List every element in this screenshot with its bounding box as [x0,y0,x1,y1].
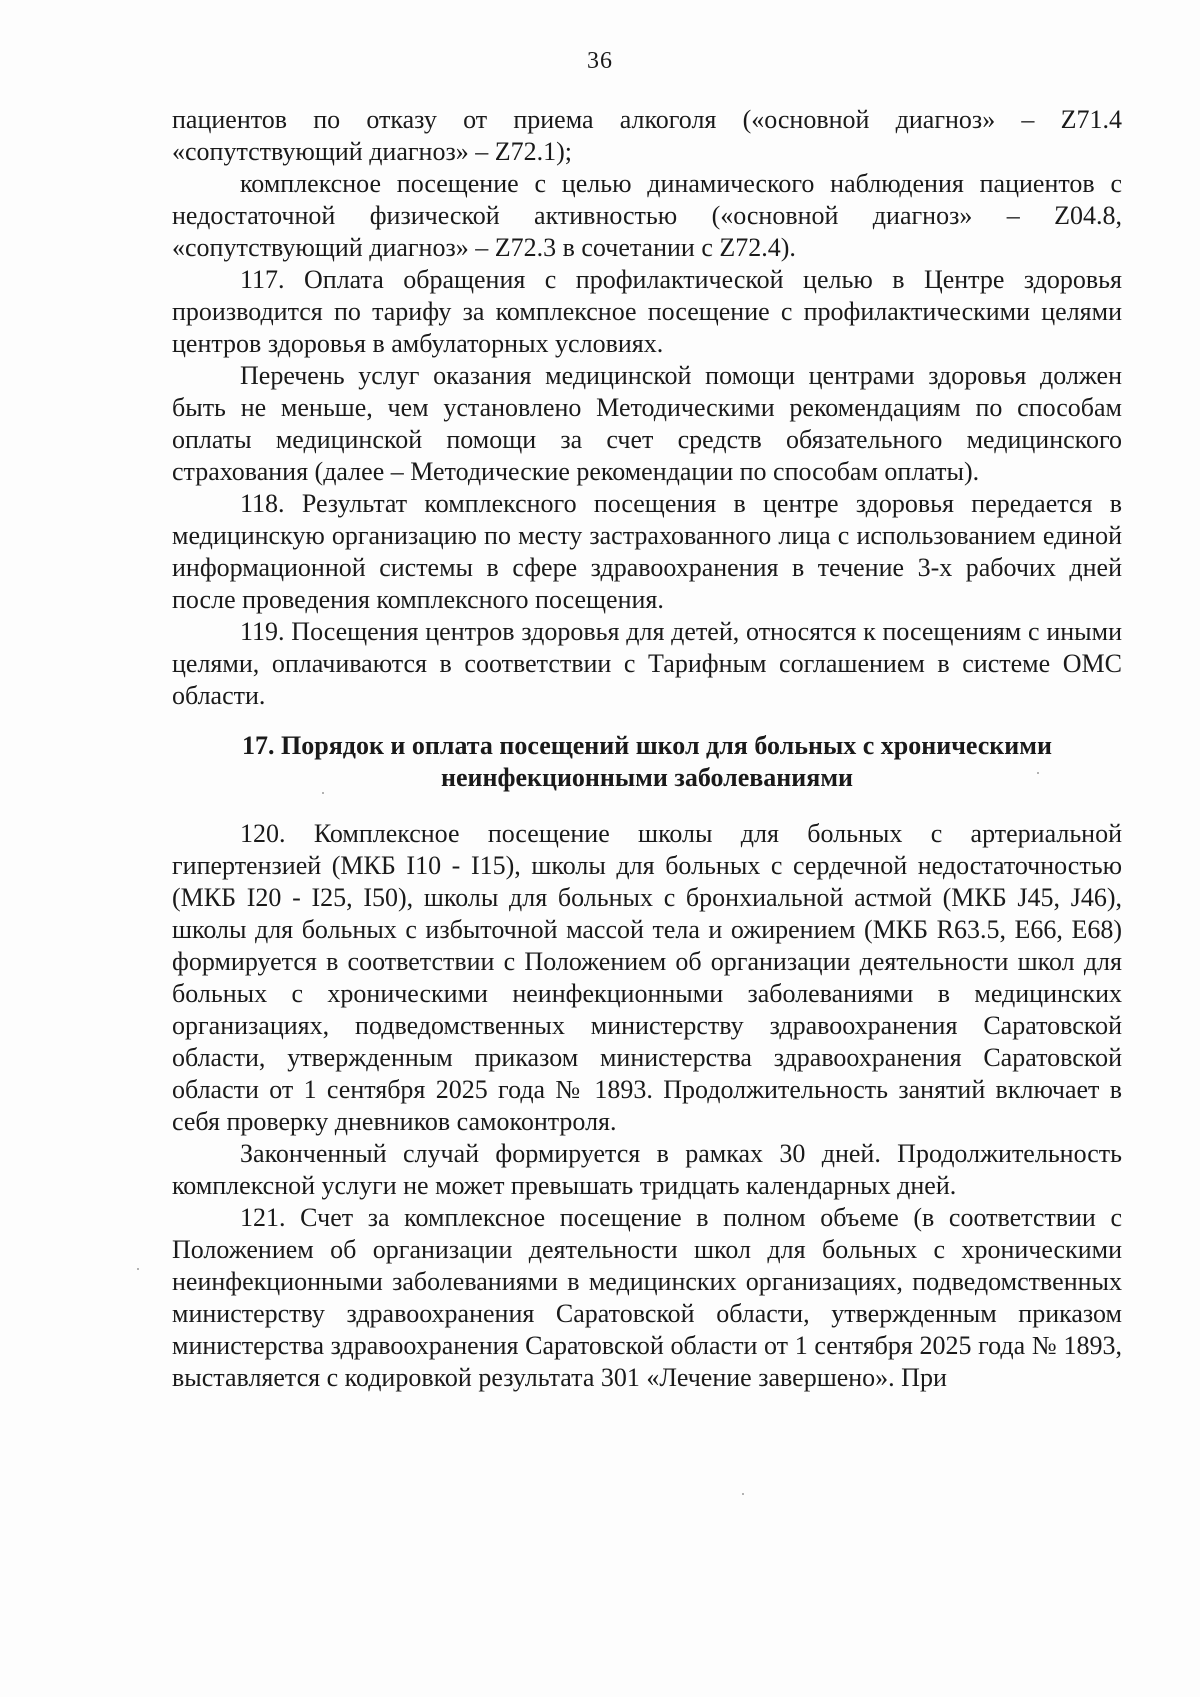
paragraph-121: 121. Счет за комплексное посещение в полном объеме (в соответствии с Положением об организации деятельности школ для больных с хроническими неинфекционными заболеваниями в медицинских организациях, подведомственных министерству здравоохранения Саратовской области, утвержденным приказом министерства здравоохранения Саратовской области от 1 сентября 2025 года № 1893, выставляется с кодировкой результата 301 «Лечение завершено». При [172,1203,1122,1392]
scan-artifact-speck [742,1493,744,1495]
paragraph-120-completed-case: Законченный случай формируется в рамках 30 дней. Продолжительность комплексной услуги не может превышать тридцать календарных дней. [172,1139,1122,1200]
scan-artifact-speck [1037,772,1039,774]
paragraph-117: 117. Оплата обращения с профилактической целью в Центре здоровья производится по тарифу за комплексное посещение с профилактическими целями центров здоровья в амбулаторных условиях. [172,265,1122,358]
body-text-upper [172,104,1122,712]
paragraph-118: 118. Результат комплексного посещения в центре здоровья передается в медицинскую организацию по месту застрахованного лица с использованием единой информационной системы в сфере здравоохранения в течение 3-х рабочих дней после проведения комплексного посещения. [172,489,1122,614]
page-number: 36 [587,48,613,74]
scan-artifact-speck [137,1268,139,1270]
section-17-heading [172,730,1122,794]
paragraph-physical-activity-visit: комплексное посещение с целью динамического наблюдения пациентов с недостаточной физической активностью («основной диагноз» – Z04.8, «сопутствующий диагноз» – Z72.3 в сочетании с Z72.4). [172,169,1122,262]
paragraph-120: 120. Комплексное посещение школы для больных с артериальной гипертензией (МКБ I10 - I15), школы для больных с сердечной недостаточностью (МКБ I20 - I25, I50), школы для больных с бронхиальной астмой (МКБ J45, J46), школы для больных с избыточной массой тела и ожирением (МКБ R63.5, E66, E68) формируется в соответствии с Положением об организации деятельности школ для больных с хроническими неинфекционными заболеваниями в медицинских организациях, подведомственных министерству здравоохранения Саратовской области, утвержденным приказом министерства здравоохранения Саратовской области от 1 сентября 2025 года № 1893. Продолжительность занятий включает в себя проверку дневников самоконтроля. [172,819,1122,1136]
paragraph-alcohol-refusal-continuation: пациентов по отказу от приема алкоголя («основной диагноз» – Z71.4 «сопутствующий диагноз» – Z72.1); [172,105,1122,166]
section-17-heading-line-1: 17. Порядок и оплата посещений школ для больных с хроническими [242,731,1052,760]
body-text-lower [172,818,1122,1394]
section-17-heading-line-2: неинфекционными заболеваниями [440,763,854,792]
paragraph-117-services-list: Перечень услуг оказания медицинской помощи центрами здоровья должен быть не меньше, чем установлено Методическими рекомендациям по способам оплаты медицинской помощи за счет средств обязательного медицинского страхования (далее – Методические рекомендации по способам оплаты). [172,361,1122,486]
scan-artifact-speck [322,792,324,794]
paragraph-119: 119. Посещения центров здоровья для детей, относятся к посещениям с иными целями, оплачиваются в соответствии с Тарифным соглашением в системе ОМС области. [172,617,1122,710]
